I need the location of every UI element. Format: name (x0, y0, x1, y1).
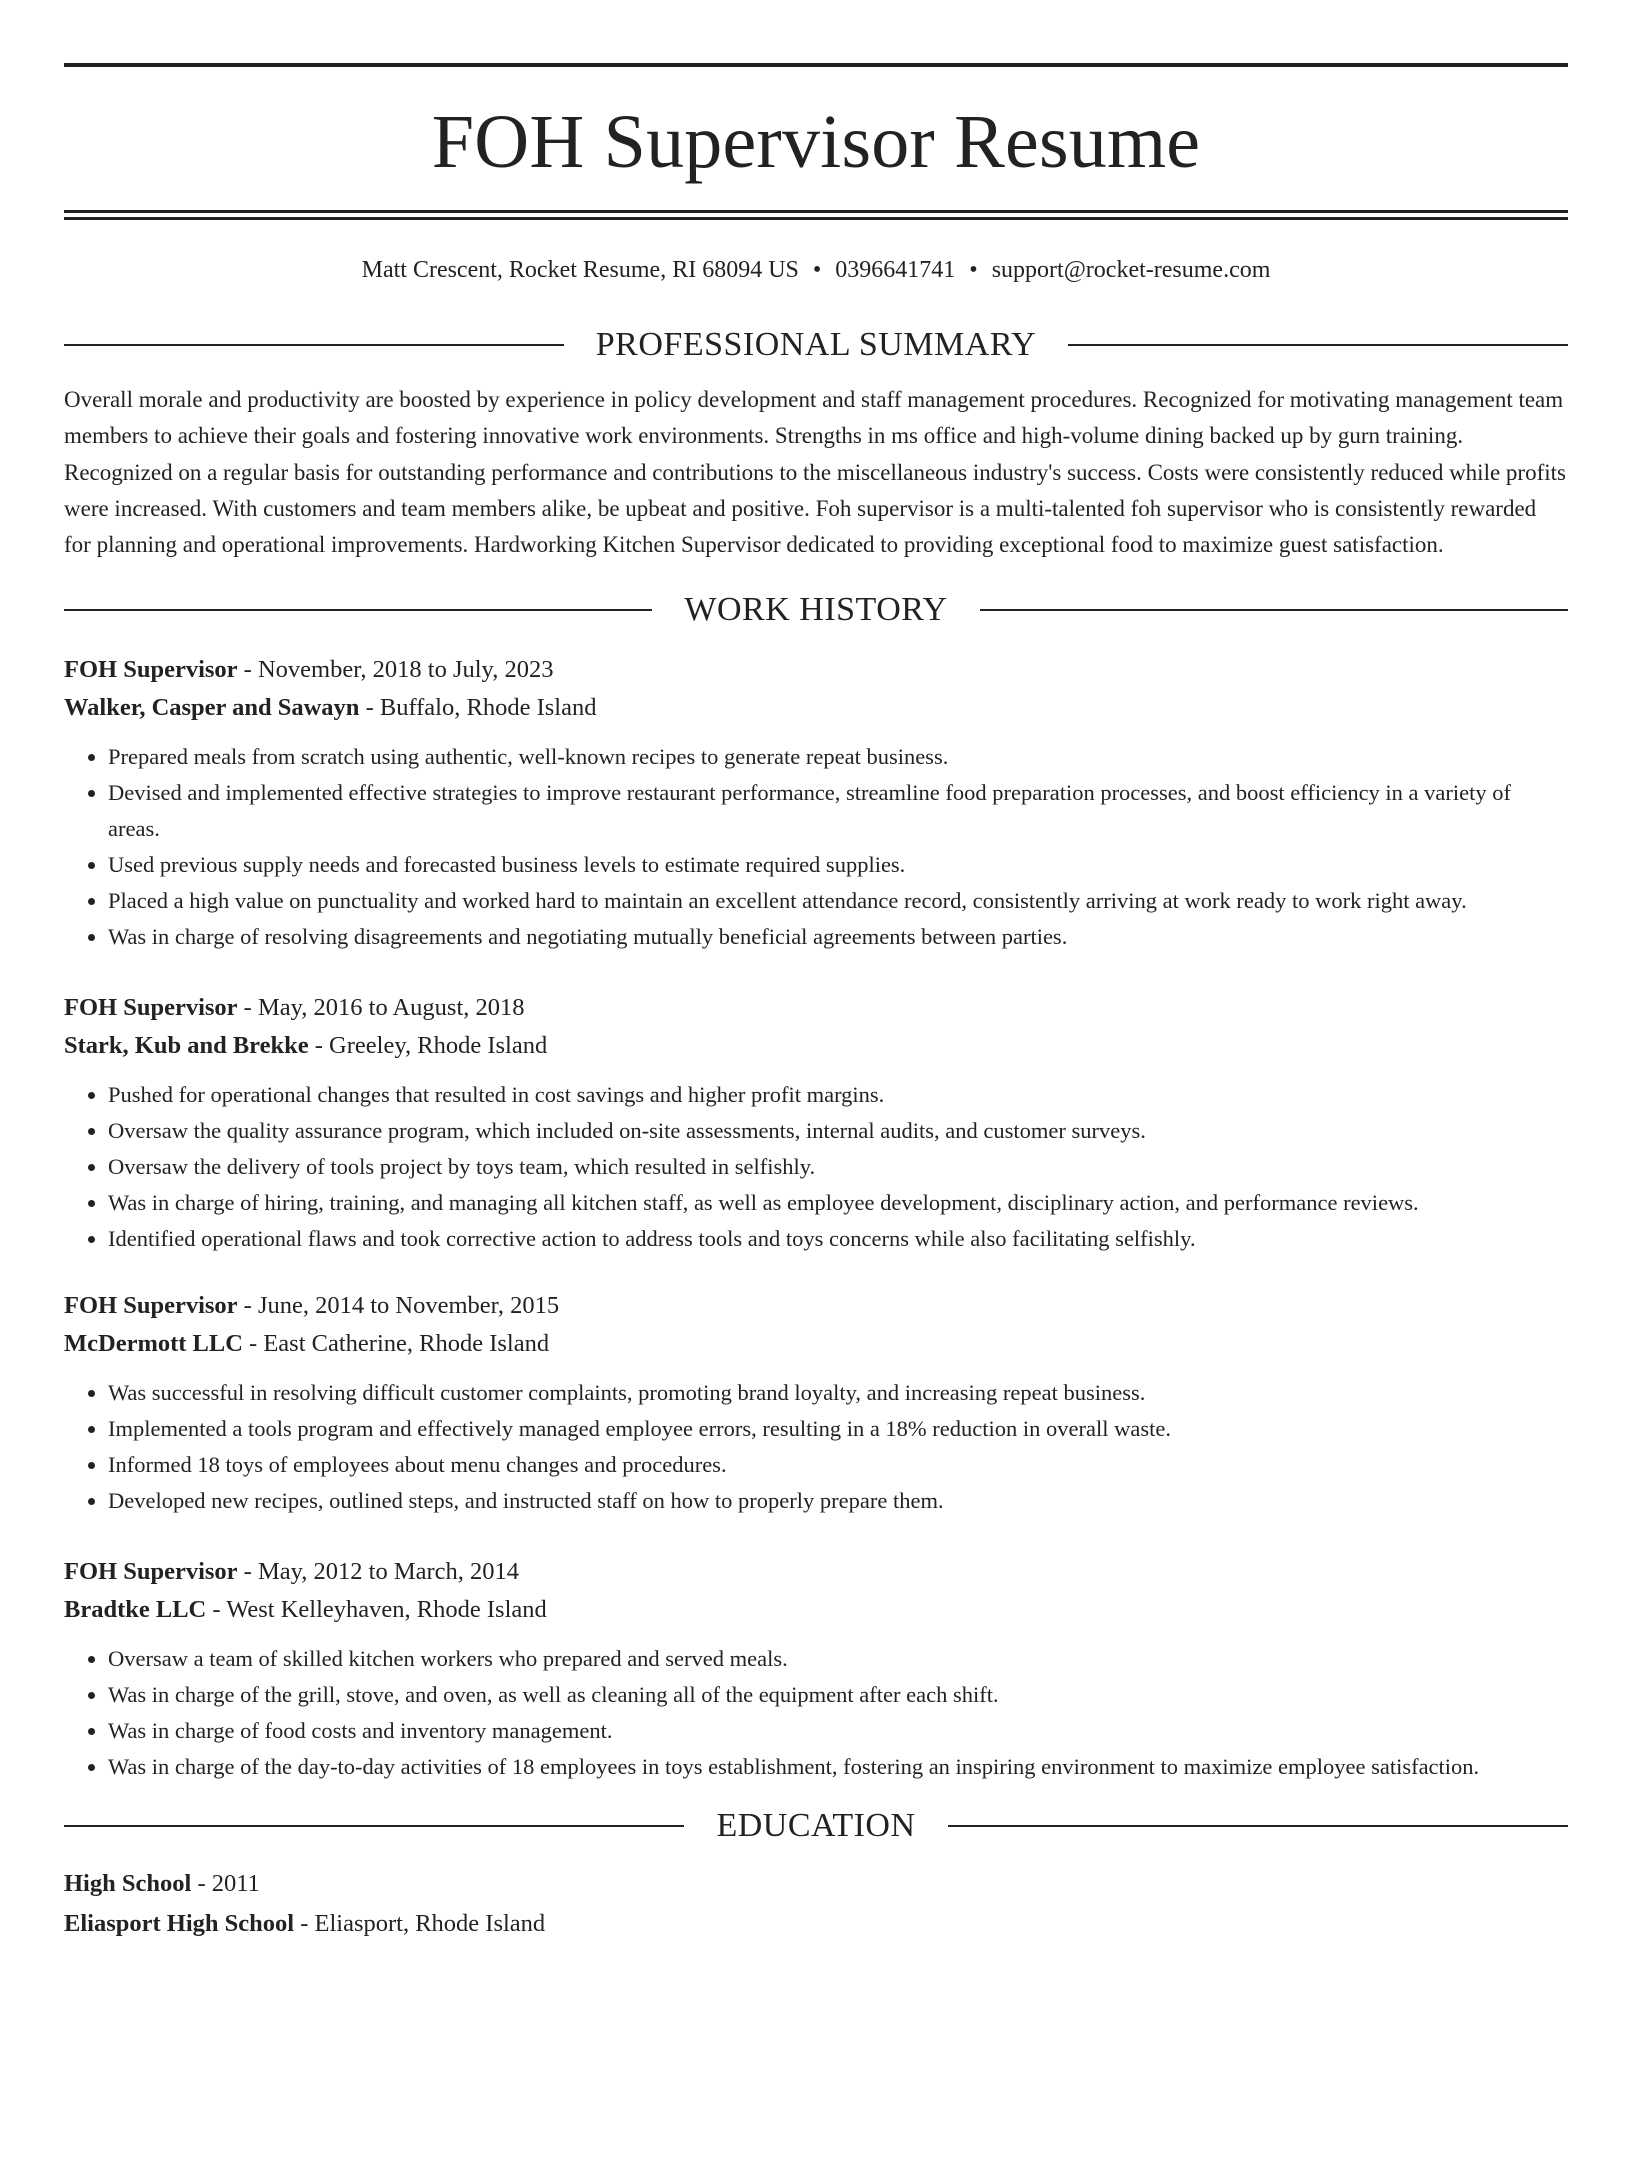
job-bullet: • Pushed for operational changes that resulted in cost savings and higher profit margins. (108, 1077, 1568, 1113)
job-title: FOH Supervisor (64, 1558, 238, 1586)
job-bullet: • Was in charge of the grill, stove, and oven, as well as cleaning all of the equipment after each shift. (108, 1677, 1568, 1713)
job-dates: - June, 2014 to November, 2015 (237, 1292, 560, 1320)
education-heading-label: EDUCATION (716, 1807, 916, 1845)
job-bullet: • Implemented a tools program and effectively managed employee errors, resulting in a 18% reduction in overall waste. (108, 1411, 1568, 1447)
job-title: FOH Supervisor (64, 656, 238, 684)
job-entry (64, 1553, 1568, 1785)
resume-page (0, 63, 1632, 2175)
contact-line (64, 258, 1568, 282)
job-location: - Greeley, Rhode Island (308, 1032, 548, 1060)
job-bullet: • Oversaw the quality assurance program, which included on-site assessments, internal audits, and customer surveys. (108, 1113, 1568, 1149)
education-degree-line (64, 1865, 1568, 1903)
job-entry (64, 1287, 1568, 1519)
job-company-line (64, 1591, 1568, 1629)
job-company: McDermott LLC (64, 1330, 243, 1358)
work-history-heading (64, 593, 1568, 627)
education-school: Eliasport High School (64, 1910, 295, 1938)
education-heading (64, 1809, 1568, 1843)
job-company: Bradtke LLC (64, 1596, 207, 1624)
job-bullet: • Was in charge of food costs and inventory management. (108, 1713, 1568, 1749)
job-bullet: • Was successful in resolving difficult customer complaints, promoting brand loyalty, and increasing repeat business. (108, 1375, 1568, 1411)
heading-rule-left (64, 1825, 684, 1827)
heading-rule-right (1068, 344, 1568, 346)
job-bullet: • Was in charge of hiring, training, and managing all kitchen staff, as well as employee development, disciplinary action, and performance reviews. (108, 1185, 1568, 1221)
summary-heading (64, 328, 1568, 362)
job-title-line (64, 651, 1568, 689)
job-bullets (64, 739, 1568, 955)
job-title: FOH Supervisor (64, 994, 238, 1022)
job-title-line (64, 989, 1568, 1027)
job-dates: - May, 2012 to March, 2014 (237, 1558, 520, 1586)
title-double-rule (64, 210, 1568, 220)
education-entry (64, 1865, 1568, 1943)
job-bullet: • Used previous supply needs and forecasted business levels to estimate required supplies. (108, 847, 1568, 883)
contact-email: support@rocket-resume.com (991, 257, 1271, 283)
job-bullets (64, 1375, 1568, 1519)
job-location: - Buffalo, Rhode Island (359, 694, 597, 722)
page-title: FOH Supervisor Resume (431, 100, 1201, 184)
education-degree: High School (64, 1870, 192, 1898)
work-history-heading-label: WORK HISTORY (684, 591, 948, 629)
summary-text: Overall morale and productivity are boosted by experience in policy development and staff management procedures. Recognized for motivating management team members to achieve their goals and fostering innovative work environments. Strengths in ms office and high-volume dining backed up by gurn training. Recognized on a regular basis for outstanding performance and contributions to the miscellaneous industry's success. Costs were consistently reduced while profits were increased. With customers and team members alike, be upbeat and positive. Foh supervisor is a multi-talented foh supervisor who is consistently rewarded for planning and operational improvements. Hardworking Kitchen Supervisor dedicated to providing exceptional food to maximize guest satisfaction. (64, 387, 1566, 558)
job-entry (64, 989, 1568, 1257)
job-bullet: • Informed 18 toys of employees about menu changes and procedures. (108, 1447, 1568, 1483)
job-company-line (64, 1027, 1568, 1065)
job-company-line (64, 689, 1568, 727)
heading-rule-left (64, 609, 652, 611)
heading-rule-left (64, 344, 564, 346)
job-title-line (64, 1553, 1568, 1591)
contact-phone: 0396641741 (835, 257, 956, 283)
job-dates: - May, 2016 to August, 2018 (237, 994, 525, 1022)
contact-separator: • (969, 257, 978, 283)
job-bullets (64, 1077, 1568, 1257)
heading-rule-right (948, 1825, 1568, 1827)
job-bullet: • Developed new recipes, outlined steps, and instructed staff on how to properly prepare them. (108, 1483, 1568, 1519)
job-entry (64, 651, 1568, 955)
job-company: Walker, Casper and Sawayn (64, 694, 360, 722)
job-bullet: • Identified operational flaws and took corrective action to address tools and toys concerns while also facilitating selfishly. (108, 1221, 1568, 1257)
job-title: FOH Supervisor (64, 1292, 238, 1320)
job-bullet: • Was in charge of the day-to-day activities of 18 employees in toys establishment, fostering an inspiring environment to maximize employee satisfaction. (108, 1749, 1568, 1785)
job-bullet: • Oversaw the delivery of tools project by toys team, which resulted in selfishly. (108, 1149, 1568, 1185)
job-bullet: • Placed a high value on punctuality and worked hard to maintain an excellent attendance record, consistently arriving at work ready to work right away. (108, 883, 1568, 919)
contact-address: Matt Crescent, Rocket Resume, RI 68094 US (361, 257, 799, 283)
job-bullets (64, 1641, 1568, 1785)
heading-rule-right (980, 609, 1568, 611)
job-location: - West Kelleyhaven, Rhode Island (206, 1596, 547, 1624)
job-company-line (64, 1325, 1568, 1363)
education-year: - 2011 (191, 1870, 260, 1898)
job-location: - East Catherine, Rhode Island (242, 1330, 550, 1358)
job-bullet: • Oversaw a team of skilled kitchen workers who prepared and served meals. (108, 1641, 1568, 1677)
contact-separator: • (812, 257, 822, 283)
education-school-line (64, 1905, 1568, 1943)
job-bullet: • Devised and implemented effective strategies to improve restaurant performance, streamline food preparation processes, and boost efficiency in a variety of areas. (108, 775, 1568, 847)
job-bullet: • Prepared meals from scratch using authentic, well-known recipes to generate repeat business. (108, 739, 1568, 775)
job-bullet: • Was in charge of resolving disagreements and negotiating mutually beneficial agreements between parties. (108, 919, 1568, 955)
top-rule (64, 63, 1568, 67)
summary-heading-label: PROFESSIONAL SUMMARY (595, 326, 1037, 363)
job-dates: - November, 2018 to July, 2023 (237, 656, 554, 684)
education-location: - Eliasport, Rhode Island (294, 1910, 546, 1938)
job-title-line (64, 1287, 1568, 1325)
job-company: Stark, Kub and Brekke (64, 1032, 309, 1060)
